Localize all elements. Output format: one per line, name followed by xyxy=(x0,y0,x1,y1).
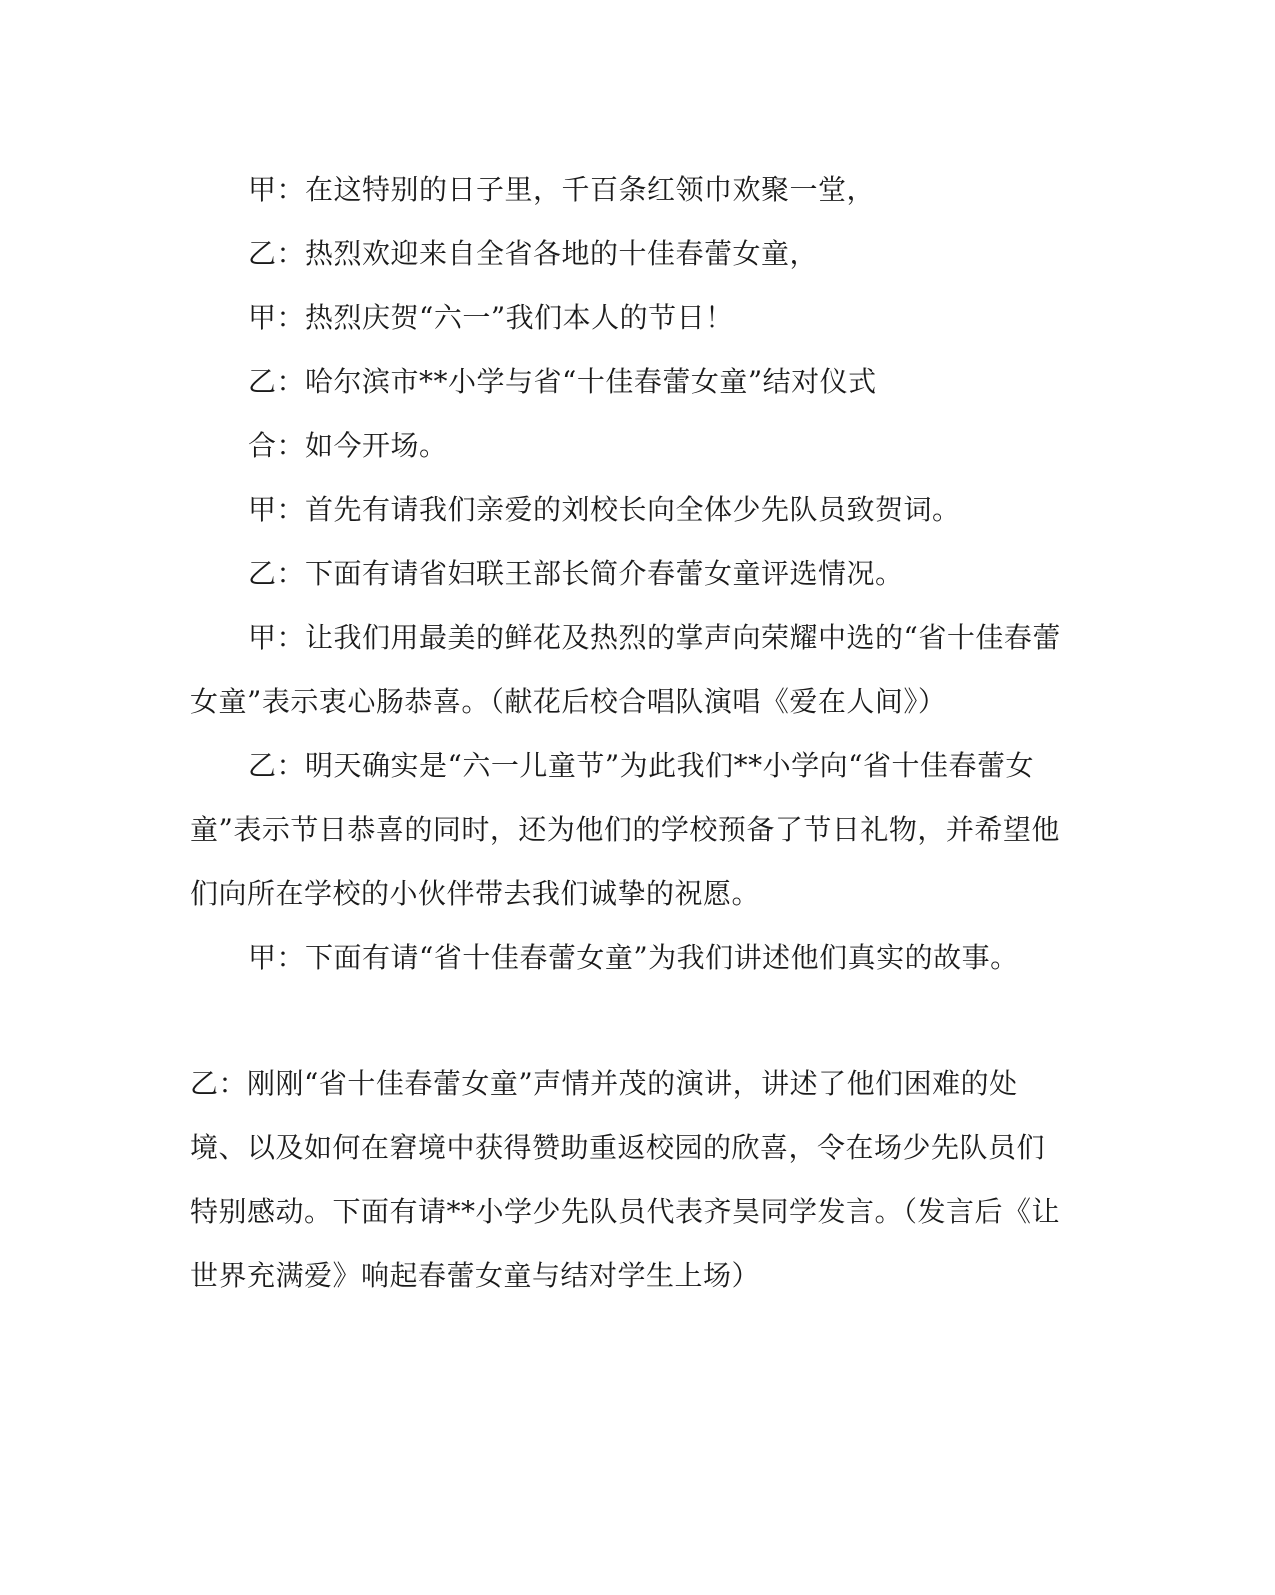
paragraph-11: 乙：刚刚“省十佳春蕾女童”声情并茂的演讲，讲述了他们困难的处境、以及如何在窘境中获得赞助重返校园的欣喜，令在场少先队员们特别感动。下面有请**小学少先队员代表齐昊同学发言。（发言后《让世界充满爱》响起春蕾女童与结对学生上场） xyxy=(190,1067,1061,1292)
paragraph-8: 甲：让我们用最美的鲜花及热烈的掌声向荣耀中选的“省十佳春蕾女童”表示衷心肠恭喜。（献花后校合唱队演唱《爱在人间》） xyxy=(190,621,1061,718)
paragraph-5: 合：如今开场。 xyxy=(248,429,448,462)
paragraph-1: 甲：在这特别的日子里，千百条红领巾欢聚一堂， xyxy=(248,173,876,206)
paragraph-2: 乙：热烈欢迎来自全省各地的十佳春蕾女童， xyxy=(248,237,819,270)
paragraph-9: 乙：明天确实是“六一儿童节”为此我们**小学向“省十佳春蕾女童”表示节日恭喜的同时，还为他们的学校预备了节日礼物，并希望他们向所在学校的小伙伴带去我们诚挚的祝愿。 xyxy=(190,749,1060,910)
paragraph-7: 乙：下面有请省妇联王部长简介春蕾女童评选情况。 xyxy=(248,557,904,590)
paragraph-10: 甲：下面有请“省十佳春蕾女童”为我们讲述他们真实的故事。 xyxy=(248,941,1019,974)
paragraph-6: 甲：首先有请我们亲爱的刘校长向全体少先队员致贺词。 xyxy=(248,493,961,526)
paragraph-4: 乙：哈尔滨市**小学与省“十佳春蕾女童”结对仪式 xyxy=(248,365,877,398)
paragraph-3: 甲：热烈庆贺“六一”我们本人的节日！ xyxy=(248,301,734,334)
